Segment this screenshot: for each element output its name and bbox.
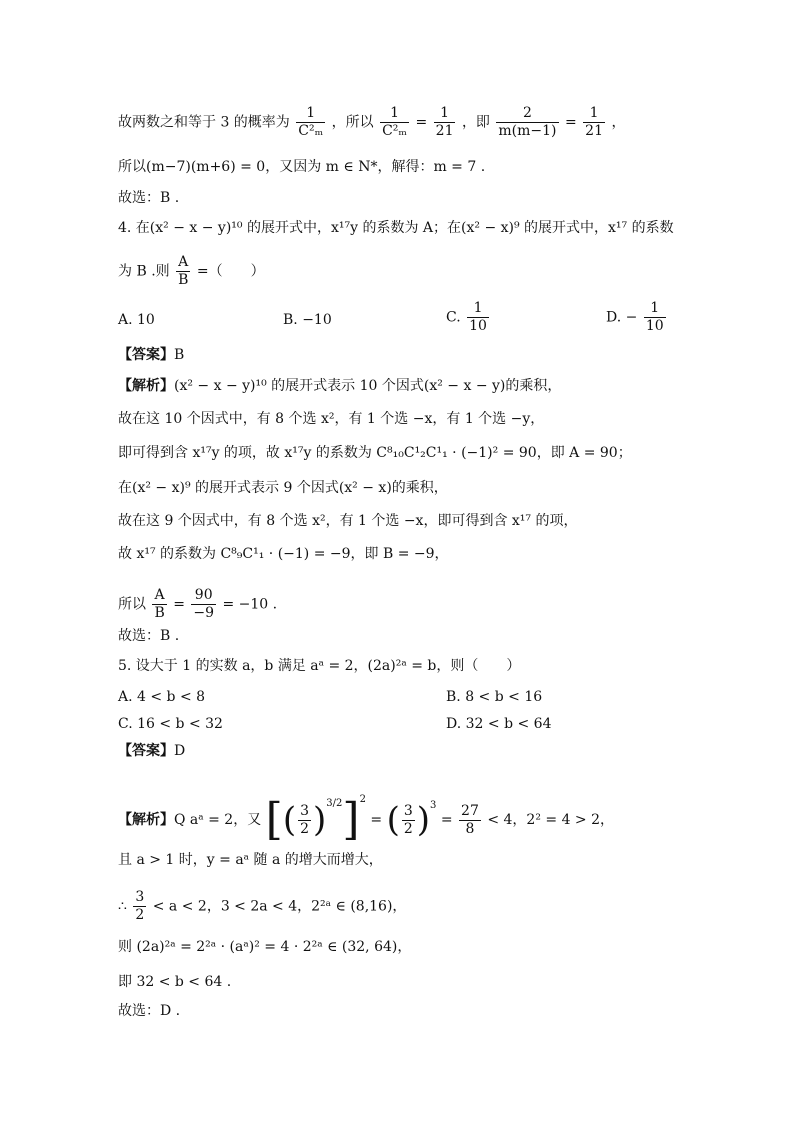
explanation-4-choice: 故选：B . xyxy=(118,628,180,644)
explanation-5-line-3: ∴ $\frac{3}{2}$ < a < 2，3 < 2a < 4，2²ᵃ ∈ (8,16)， xyxy=(118,889,407,923)
fraction: $\frac{1}{\text{C²ₘ}}$ xyxy=(382,105,408,139)
explanation-5-line-4: 则 (2a)²ᵃ = 2²ᵃ · (aᵃ)² = 4 · 2²ᵃ ∈ (32, 64)， xyxy=(118,939,412,955)
line-probability: 故两数之和等于 3 的概率为 $\frac{1}{\text{C²ₘ}}$ ，所以 $\frac{1}{\text{C²ₘ}}$ = $\frac{1}{21}$ ，即 $\frac{2}{m(m-1)}$ = $\frac{1}{21}$ ， xyxy=(118,105,626,139)
question-4-stem: 4. 在(x² − x − y)¹⁰ 的展开式中，x¹⁷y 的系数为 A；在(x² − x)⁹ 的展开式中，x¹⁷ 的系数 xyxy=(118,220,674,236)
fraction: $\frac{A}{B}$ xyxy=(178,254,189,288)
text: 故两数之和等于 3 的概率为 xyxy=(118,114,290,131)
q5-option-b: B. 8 < b < 16 xyxy=(446,689,543,705)
explanation-4-line-3: 即可得到含 x¹⁷y 的项，故 x¹⁷y 的系数为 C⁸₁₀C¹₂C¹₁ · (−1)² = 90，即 A = 90； xyxy=(118,445,632,461)
q4-option-c: C. $\frac{1}{10}$ xyxy=(446,300,487,334)
explanation-4-line-4: 在(x² − x)⁹ 的展开式表示 9 个因式(x² − x)的乘积， xyxy=(118,480,448,496)
q4-option-d: D. − $\frac{1}{10}$ xyxy=(606,300,664,334)
explanation-5-line-5: 即 32 < b < 64 . xyxy=(118,974,232,990)
q4-option-a: A. 10 xyxy=(118,312,155,328)
fraction: $\frac{2}{m(m-1)}$ xyxy=(498,105,557,139)
explanation-5-choice: 故选：D . xyxy=(118,1003,181,1019)
answer-4: 【答案】B xyxy=(118,347,185,363)
fraction: $\frac{1}{\text{C²ₘ}}$ xyxy=(298,105,324,139)
question-4-stem-2: 为 B .则 $\frac{A}{B}$ =（ ） xyxy=(118,254,265,288)
fraction: $\frac{1}{21}$ xyxy=(585,105,603,139)
explanation-4-line-7: 所以 $\frac{A}{B}$ = $\frac{90}{-9}$ = −10 . xyxy=(118,587,278,621)
explanation-4-line-2: 故在这 10 个因式中，有 8 个选 x²，有 1 个选 −x，有 1 个选 −y， xyxy=(118,411,545,427)
explanation-5-line-1: 【解析】Q aᵃ = 2，又 [( $\frac{3}{2}$ )$^{3/2}$]$^2$ = ( $\frac{3}{2}$ )$^3$ = $\frac{27}{8}$ < 4，2² = 4 > 2， xyxy=(118,794,615,845)
explanation-5-line-2: 且 a > 1 时，y = aᵃ 随 a 的增大而增大， xyxy=(118,852,383,868)
line-solve-m: 所以(m−7)(m+6) = 0，又因为 m ∈ N*，解得：m = 7 . xyxy=(118,159,486,175)
explanation-4-line-6: 故 x¹⁷ 的系数为 C⁸₉C¹₁ · (−1) = −9，即 B = −9， xyxy=(118,546,449,562)
answer-5: 【答案】D xyxy=(118,743,186,759)
explanation-4-line-5: 故在这 9 个因式中，有 8 个选 x²，有 1 个选 −x，即可得到含 x¹⁷ 的项， xyxy=(118,513,578,529)
q5-option-c: C. 16 < b < 32 xyxy=(118,716,223,732)
question-5-stem: 5. 设大于 1 的实数 a，b 满足 aᵃ = 2，(2a)²ᵃ = b，则（ ） xyxy=(118,658,521,674)
explanation-4-line-1: 【解析】(x² − x − y)¹⁰ 的展开式表示 10 个因式(x² − x − y)的乘积， xyxy=(118,378,562,394)
fraction: $\frac{1}{21}$ xyxy=(435,105,454,139)
q5-option-d: D. 32 < b < 64 xyxy=(446,716,552,732)
q4-option-b: B. −10 xyxy=(283,312,332,328)
line-choice-b: 故选：B . xyxy=(118,190,180,206)
q5-option-a: A. 4 < b < 8 xyxy=(118,689,206,705)
text: ，所以 xyxy=(331,114,374,131)
